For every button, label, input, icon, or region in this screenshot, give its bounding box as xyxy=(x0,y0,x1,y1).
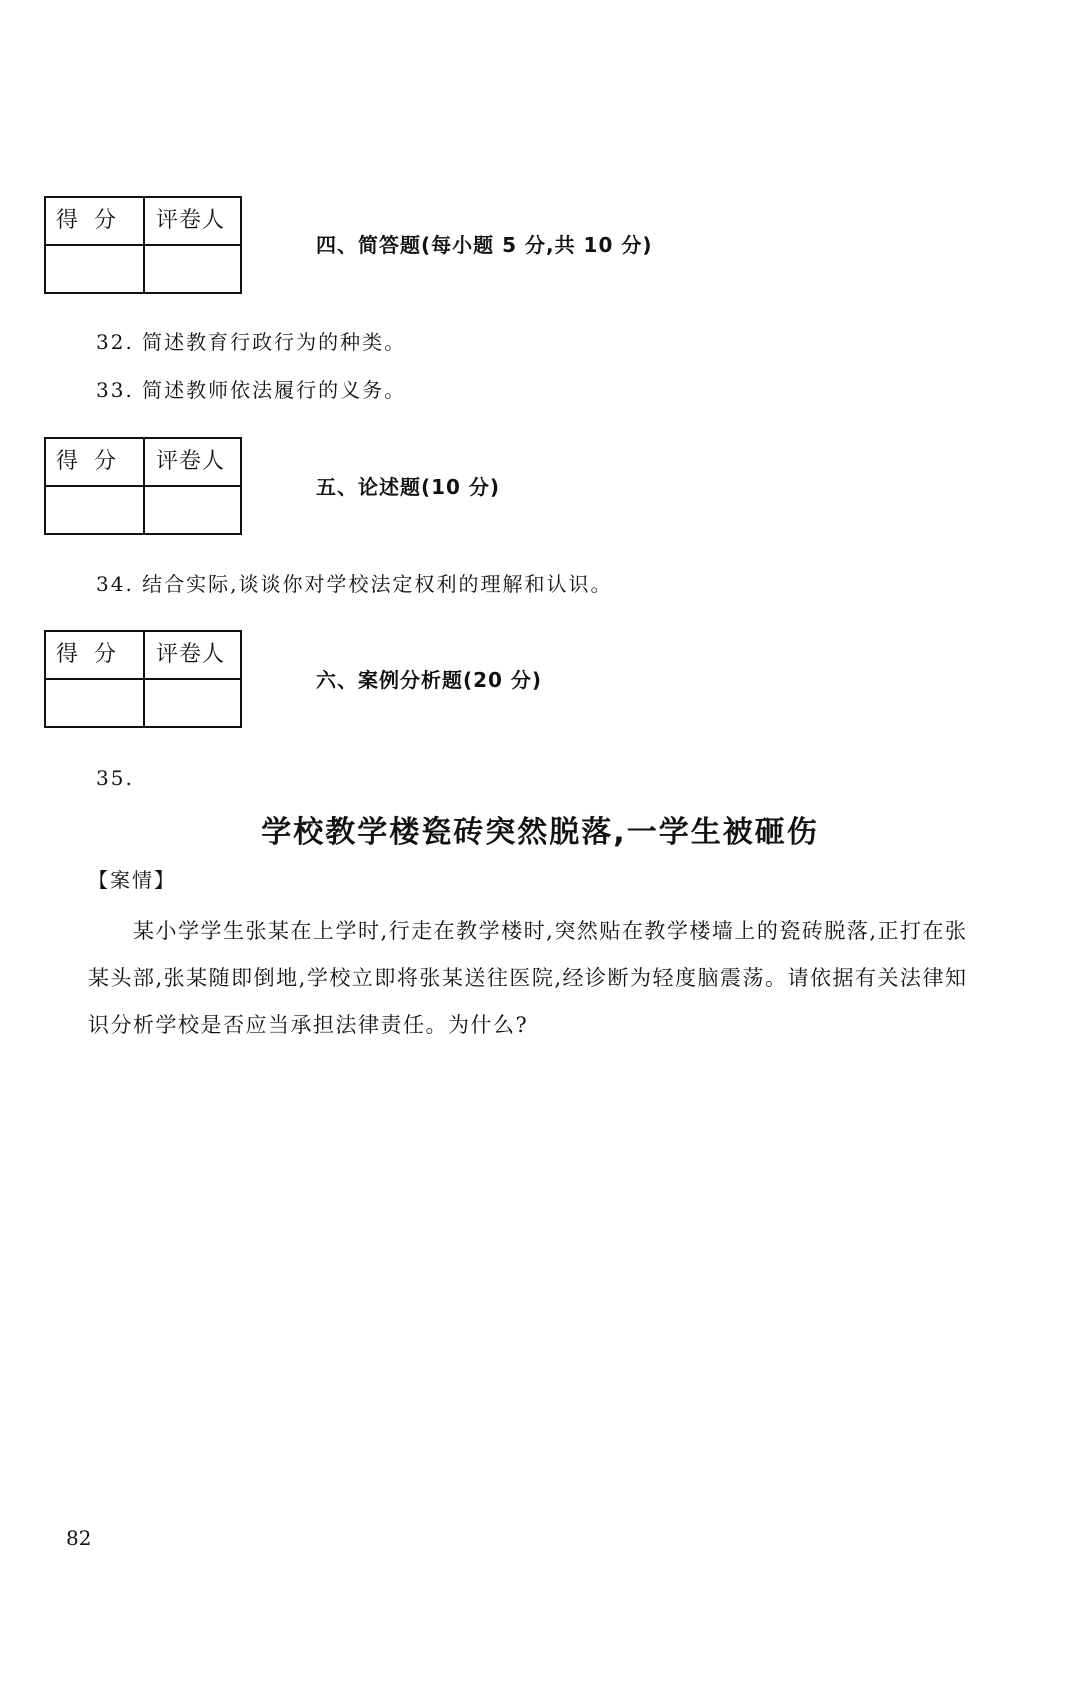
section-heading-short-answer: 四、简答题(每小题 5 分,共 10 分) xyxy=(316,233,653,257)
case-title: 学校教学楼瓷砖突然脱落,一学生被砸伤 xyxy=(261,815,819,850)
question-33: 33. 简述教师依法履行的义务。 xyxy=(96,378,407,402)
score-box xyxy=(44,437,242,535)
score-box xyxy=(44,630,242,728)
question-32: 32. 简述教育行政行为的种类。 xyxy=(96,330,407,354)
score-label: 得分 xyxy=(56,642,133,667)
case-text-line-2: 某头部,张某随即倒地,学校立即将张某送往医院,经诊断为轻度脑震荡。请依据有关法律知 xyxy=(88,966,968,990)
reviewer-label: 评卷人 xyxy=(156,449,226,474)
question-34: 34. 结合实际,谈谈你对学校法定权利的理解和认识。 xyxy=(96,572,613,596)
score-label: 得分 xyxy=(56,208,133,233)
case-text-line-3: 识分析学校是否应当承担法律责任。为什么? xyxy=(88,1013,529,1037)
score-label: 得分 xyxy=(56,449,133,474)
score-box xyxy=(44,196,242,294)
score-box-divider xyxy=(143,198,145,292)
case-label: 【案情】 xyxy=(88,868,176,892)
section-heading-case-analysis: 六、案例分析题(20 分) xyxy=(316,668,543,692)
reviewer-label: 评卷人 xyxy=(156,642,226,667)
score-box-divider xyxy=(143,632,145,726)
case-text-line-1: 某小学学生张某在上学时,行走在教学楼时,突然贴在教学楼墙上的瓷砖脱落,正打在张 xyxy=(88,919,968,943)
reviewer-label: 评卷人 xyxy=(156,208,226,233)
question-35: 35. xyxy=(96,766,134,790)
page-number: 82 xyxy=(66,1526,92,1550)
score-box-divider xyxy=(143,439,145,533)
section-heading-essay: 五、论述题(10 分) xyxy=(316,475,501,499)
